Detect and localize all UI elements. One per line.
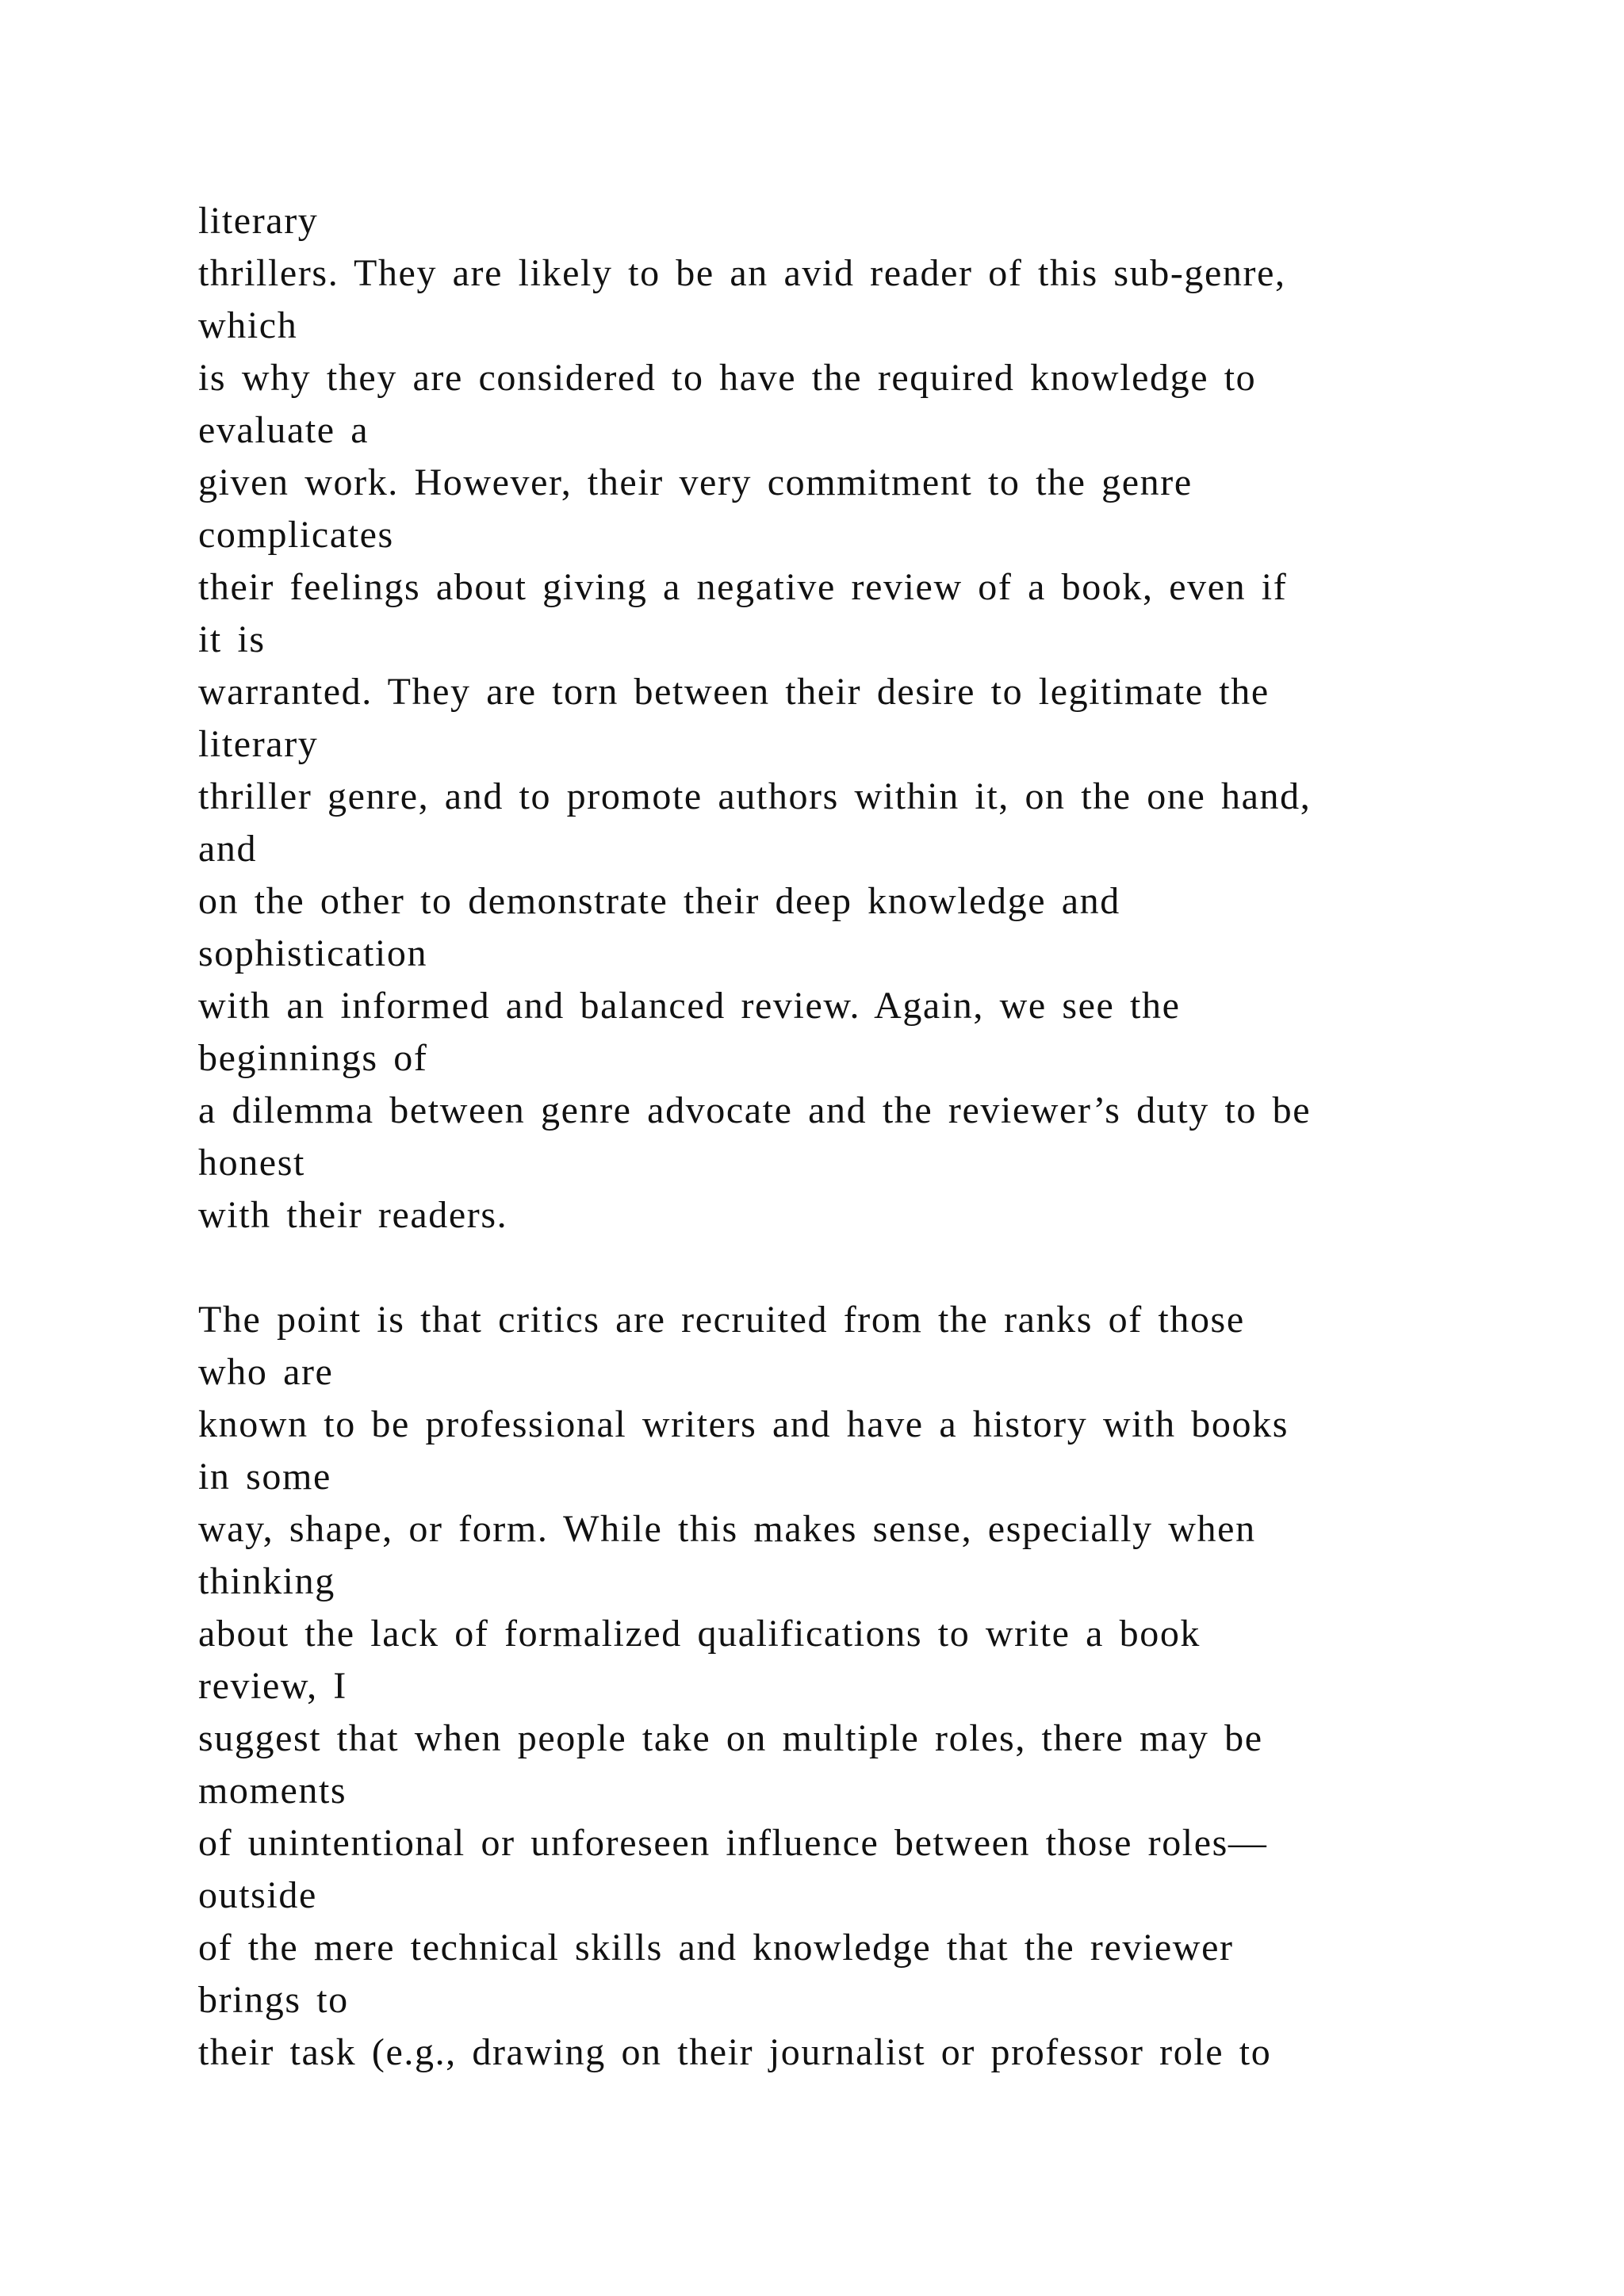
text-line: their feelings about giving a negative review of a book, even if <box>198 566 1288 608</box>
text-line: a dilemma between genre advocate and the reviewer’s duty to be <box>198 1089 1312 1131</box>
text-line: suggest that when people take on multiple roles, there may be <box>198 1717 1263 1759</box>
text-line: warranted. They are torn between their desire to legitimate the <box>198 671 1270 713</box>
text-line: literary <box>198 200 319 242</box>
text-line: sophistication <box>198 932 428 974</box>
text-line: it is <box>198 618 266 660</box>
text-line: about the lack of formalized qualifications to write a book <box>198 1613 1201 1655</box>
body-text <box>198 195 1515 2079</box>
text-line: honest <box>198 1142 305 1184</box>
text-line: moments <box>198 1770 347 1812</box>
text-line: thriller genre, and to promote authors within it, on the one hand, <box>198 775 1312 817</box>
text-line: of the mere technical skills and knowledge that the reviewer <box>198 1927 1234 1969</box>
paragraph-gap <box>198 1242 1515 1294</box>
text-line: who are <box>198 1351 334 1393</box>
text-line: on the other to demonstrate their deep knowledge and <box>198 880 1120 922</box>
text-line: their task (e.g., drawing on their journalist or professor role to <box>198 2031 1272 2073</box>
text-line: given work. However, their very commitment to the genre <box>198 461 1193 503</box>
text-line: outside <box>198 1874 317 1916</box>
text-line: thrillers. They are likely to be an avid reader of this sub-genre, <box>198 252 1286 294</box>
text-line: evaluate a <box>198 409 370 451</box>
text-line: of unintentional or unforeseen influence between those roles— <box>198 1822 1268 1864</box>
text-line: literary <box>198 723 319 765</box>
text-line: with an informed and balanced review. Again, we see the <box>198 985 1181 1027</box>
text-line: beginnings of <box>198 1037 428 1079</box>
text-line: thinking <box>198 1560 335 1602</box>
text-line: known to be professional writers and have a history with books <box>198 1403 1289 1445</box>
text-line: way, shape, or form. While this makes sense, especially when <box>198 1508 1256 1550</box>
text-line: in some <box>198 1456 331 1498</box>
text-line: and <box>198 828 258 870</box>
text-line: with their readers. <box>198 1194 508 1236</box>
text-line: which <box>198 304 298 346</box>
text-line: brings to <box>198 1979 349 2021</box>
text-line: The point is that critics are recruited from the ranks of those <box>198 1299 1245 1341</box>
text-line: review, I <box>198 1665 347 1707</box>
text-line: is why they are considered to have the required knowledge to <box>198 357 1257 399</box>
text-line: complicates <box>198 514 394 556</box>
